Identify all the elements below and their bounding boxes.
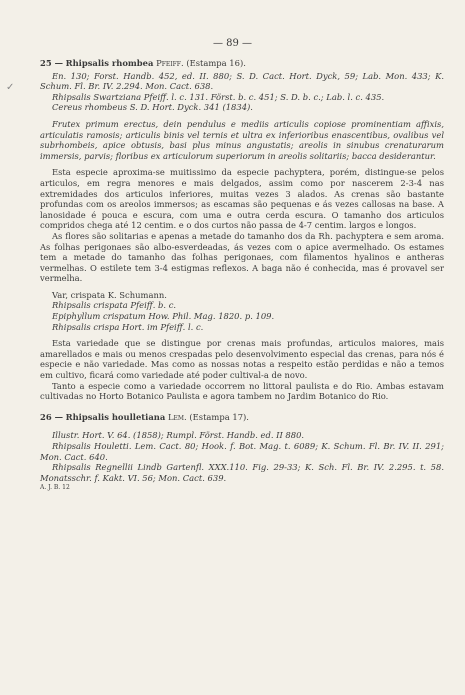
heading-name: Rhipsalis rhombea [65, 58, 154, 68]
description-paragraph: As flores são solitarias e apenas a metade do tamanho dos da Rh. pachyptera e sem aroma. As folhas perigonaes são albo-esverdeadas, ás vezes com o apice avermelhado. Os estames tem a metade do tamanho das folhas perigonaes, com filamentos hyalinos e antheras vermelhas. O estilete tem 3-4 estigmas reflexos. A baga não é conhecida, mas é provavel ser vermelha. [40, 230, 444, 284]
variety-line: Rhipsalis crispa Hort. im Pfeiff. l. c. [52, 321, 204, 332]
heading-author: Lem. [167, 411, 187, 422]
species-heading-25 [40, 58, 444, 69]
species-heading-26 [40, 412, 444, 423]
printer-signature: A. J. B. 12 [40, 484, 70, 492]
latin-description: Frutex primum erectus, dein pendulus e mediis articulis copiose prominentiam affixis, articulatis ramosis; articulis binis vel ternis et ultra ex inferioribus enascentibus, ovalibus vel subrhombeis, apice obtusis, basi plus minus angustatis; areolis in sinubus crenaturarum immersis, parvis; floribus ex articulorum superiorum in areolis solitariis; bacca desiderantur. [40, 118, 444, 161]
reference-line: Cereus rhombeus S. D. Hort. Dyck. 341 (1834). [52, 102, 253, 113]
heading-num: 26 — [40, 411, 63, 422]
page-content [40, 58, 444, 494]
description-paragraph: Tanto a especie como a variedade occorrem no littoral paulista e do Rio. Ambas estavam cultivadas no Horto Botanico Paulista e agora tambem no Jardim Botanico do Rio. [40, 380, 444, 402]
reference-line: Rhipsalis Swartziana Pfeiff. l. c. 131. Först. b. c. 451; S. D. b. c.; Lab. l. c. 435. [52, 91, 385, 102]
reference-line: Rhipsalis Houletti. Lem. Cact. 80; Hook. f. Bot. Mag. t. 6089; K. Schum. Fl. Br. IV. II. 291; Mon. Cact. 640. [40, 441, 444, 462]
reference-line: Rhipsalis Regnellii Lindb Gartenfl. XXX.110. Fig. 29-33; K. Sch. Fl. Br. IV. 2.295. t. 58. Monatsschr. f. Kakt. VI. 56; Mon. Cact. 639. [40, 462, 444, 483]
heading-name: Rhipsalis houlletiana [65, 411, 166, 422]
reference-line: En. 130; Forst. Handb. 452, ed. II. 880; S. D. Cact. Hort. Dyck, 59; Lab. Mon. 433; K. Schum. Fl. Br. IV. 2.294. Mon. Cact. 638. [40, 70, 444, 92]
variety-line: Rhipsalis crispata Pfeiff. b. c. [52, 300, 177, 311]
variety-block [40, 290, 444, 332]
reference-line: Illustr. Hort. V. 64. (1858); Rumpl. Först. Handb. ed. II 880. [52, 430, 305, 441]
margin-mark: ✓ [6, 82, 15, 93]
page-number: — 89 — [212, 38, 253, 49]
heading-plate: (Estampa 16). [186, 58, 246, 68]
variety-line: Var, crispata K. Schumann. [52, 289, 167, 300]
heading-num: 25 — [40, 58, 63, 68]
heading-plate: (Estampa 17). [189, 411, 249, 422]
description-paragraph: Esta especie aproxima-se muitissimo da especie pachyptera, porém, distingue-se pelos articulos, em regra menores e mais delgados, assim como por nascerem 2-3-4 nas extremidades dos articulos inferiores, muitas vezes 3 alados. As crenas são bastante profundas com os areolos immersos; as escamas são pequenas e ás vezes callosas na base. A lanosidade é pouca e escura, com uma e outra cerda escura. O tamanho dos articulos compridos chega até 12 centim. e o dos curtos não passa de 4-7 centim. largos e longos. [40, 167, 444, 231]
description-paragraph: Esta variedade que se distingue por crenas mais profundas, articulos maiores, mais amarellados e mais ou menos crespadas pelo desenvolvimento especial das crenas, para nós é especie e não variedade. Mas como as nossas notas a respeito estão perdidas e não a temos em cultivo, ficará como variedade até poder cultival-a de novo. [40, 338, 444, 381]
heading-author: Pfeiff. [156, 58, 184, 68]
variety-line: Epiphyllum crispatum How. Phil. Mag. 1820. p. 109. [52, 311, 275, 322]
